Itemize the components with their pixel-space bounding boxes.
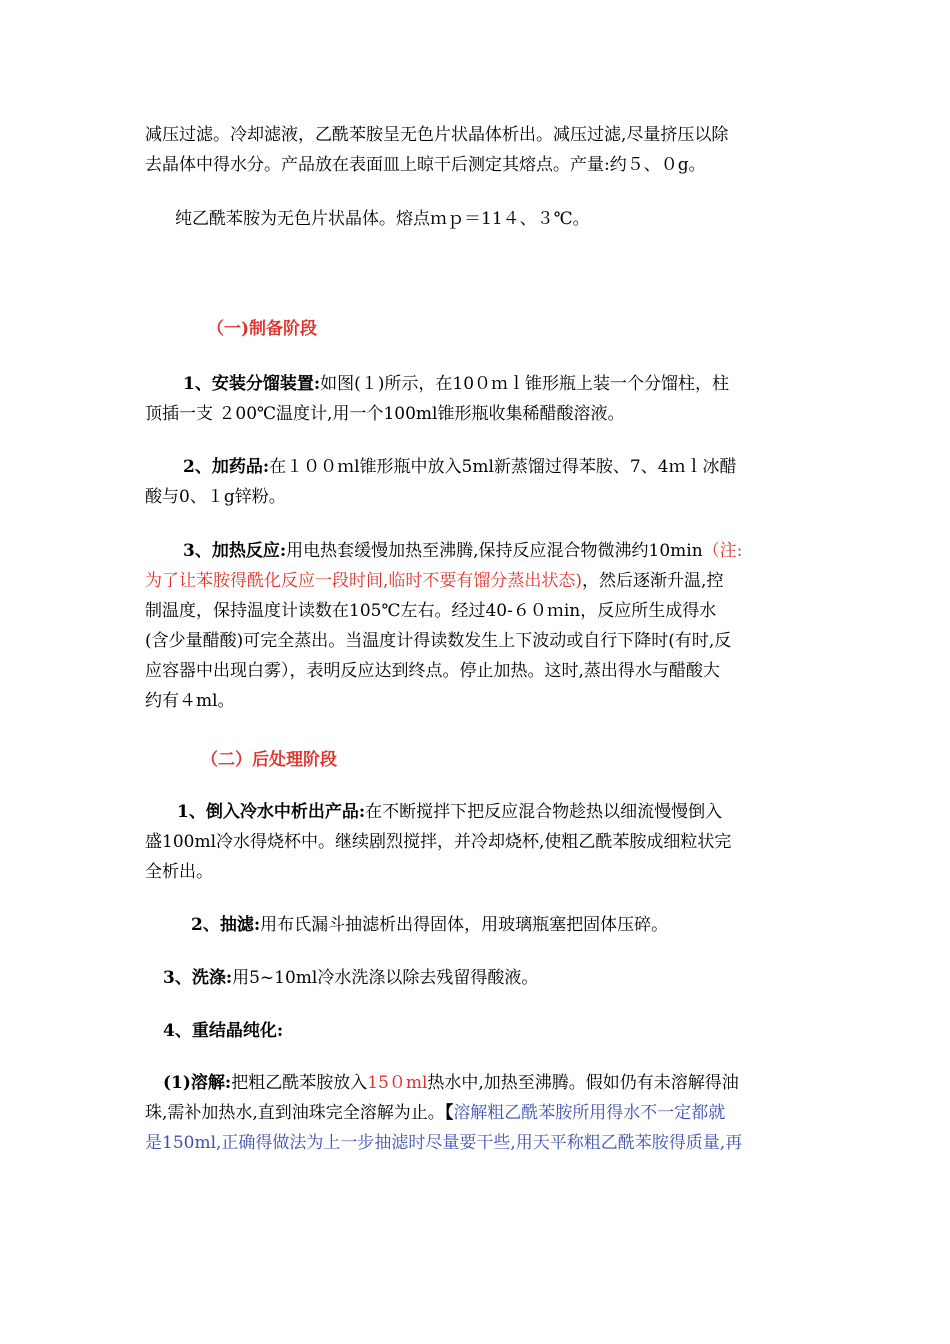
dissolve-line-1: [145, 1068, 805, 1098]
prep-step-3-line-4: (含少量醋酸)可完全蒸出。当温度计得读数发生上下波动或自行下降时(有时,反: [145, 631, 732, 651]
prep-step-3-line-2-rest: ，然后逐渐升温,控: [582, 571, 724, 591]
prep-step-2-text: 在１００ｍl锥形瓶中放入5ml新蒸馏过得苯胺、7、4ｍｌ冰醋: [269, 457, 737, 477]
dissolve-line-2: [145, 1098, 805, 1128]
post-step-1-text: 在不断搅拌下把反应混合物趁热以细流慢慢倒入: [365, 802, 723, 822]
post-step-1-line-3: 全析出。: [145, 862, 213, 882]
post-step-1-line-1: [145, 797, 805, 827]
prep-step-3-line-2: [145, 566, 805, 596]
intro-paragraph: [145, 120, 805, 180]
post-step-2: [145, 910, 805, 940]
prep-step-3: [145, 536, 805, 716]
prep-step-1-text: 如图(１)所示，在10０ｍｌ锥形瓶上装一个分馏柱，柱: [320, 374, 730, 394]
prep-step-3-line-6: 约有４ml。: [145, 691, 235, 711]
prep-step-1-line-1: [145, 369, 805, 399]
section-heading-post-processing: （二）后处理阶段: [201, 750, 337, 770]
intro-paragraph-2: [175, 204, 835, 234]
dissolve-amount: 15０ml: [367, 1073, 428, 1093]
post-step-4-label: 4、重结晶纯化:: [163, 1021, 284, 1041]
prep-step-1-line-2: 顶插一支 ２00℃温度计,用一个100ml锥形瓶收集稀醋酸溶液。: [145, 404, 625, 424]
post-step-1-label: 1、倒入冷水中析出产品:: [177, 802, 366, 822]
post-step-1-line-2: 盛100ml冷水得烧杯中。继续剧烈搅拌，并冷却烧杯,使粗乙酰苯胺成细粒状完: [145, 832, 732, 852]
intro-line-2: 去晶体中得水分。产品放在表面皿上晾干后测定其熔点。产量:约５、０g。: [145, 155, 706, 175]
prep-step-3-line-5: 应容器中出现白雾），表明反应达到终点。停止加热。这时,蒸出得水与醋酸大: [145, 661, 720, 681]
intro-line-1: 减压过滤。冷却滤液，乙酰苯胺呈无色片状晶体析出。减压过滤,尽量挤压以除: [145, 125, 729, 145]
section-heading-preparation: （一)制备阶段: [207, 319, 318, 339]
prep-step-2-line-2: 酸与0、１g锌粉。: [145, 487, 286, 507]
post-step-4: [145, 1016, 805, 1046]
dissolve-line-2-text: 珠,需补加热水,直到油珠完全溶解为止。: [145, 1103, 445, 1123]
post-step-3-text: 用5~10ml冷水洗涤以除去残留得酸液。: [232, 968, 539, 988]
dissolve-text-a: 把粗乙酰苯胺放入: [231, 1073, 368, 1093]
prep-step-2-label: 2、加药品:: [183, 457, 270, 477]
post-step-3: [145, 963, 805, 993]
prep-step-3-line-1: [145, 536, 805, 566]
post-step-3-line-1: [145, 963, 805, 993]
post-step-2-line-1: [145, 910, 805, 940]
prep-step-3-note: 为了让苯胺得酰化反应一段时间,临时不要有馏分蒸出状态): [145, 571, 583, 591]
dissolve-label: (1)溶解:: [163, 1073, 232, 1093]
prep-step-3-text: 用电热套缓慢加热至沸腾,保持反应混合物微沸约10min: [286, 541, 703, 561]
dissolve-note-line-3: 是150ml,正确得做法为上一步抽滤时尽量要干些,用天平称粗乙酰苯胺得质量,再: [145, 1133, 743, 1153]
prep-step-1-label: 1、安装分馏装置:: [183, 374, 321, 394]
dissolve-bracket: 【: [444, 1103, 454, 1123]
post-step-3-label: 3、洗涤:: [163, 968, 233, 988]
dissolve-text-b: 热水中,加热至沸腾。假如仍有未溶解得油: [427, 1073, 739, 1093]
intro-line-3: 纯乙酰苯胺为无色片状晶体。熔点ｍｐ＝11４、３℃。: [175, 209, 590, 229]
prep-step-1: [145, 369, 805, 429]
prep-step-3-line-3: 制温度，保持温度计读数在105℃左右。经过40-６０ｍin，反应所生成得水: [145, 601, 717, 621]
dissolve-note-line-2: 溶解粗乙酰苯胺所用得水不一定都就: [453, 1103, 726, 1123]
dissolve-paragraph: [145, 1068, 805, 1158]
prep-step-3-note-open: （注:: [702, 541, 743, 561]
post-step-2-label: 2、抽滤:: [191, 915, 261, 935]
prep-step-2-line-1: [145, 452, 805, 482]
prep-step-3-label: 3、加热反应:: [183, 541, 287, 561]
post-step-1: [145, 797, 805, 887]
prep-step-2: [145, 452, 805, 512]
post-step-2-text: 用布氏漏斗抽滤析出得固体，用玻璃瓶塞把固体压碎。: [260, 915, 669, 935]
